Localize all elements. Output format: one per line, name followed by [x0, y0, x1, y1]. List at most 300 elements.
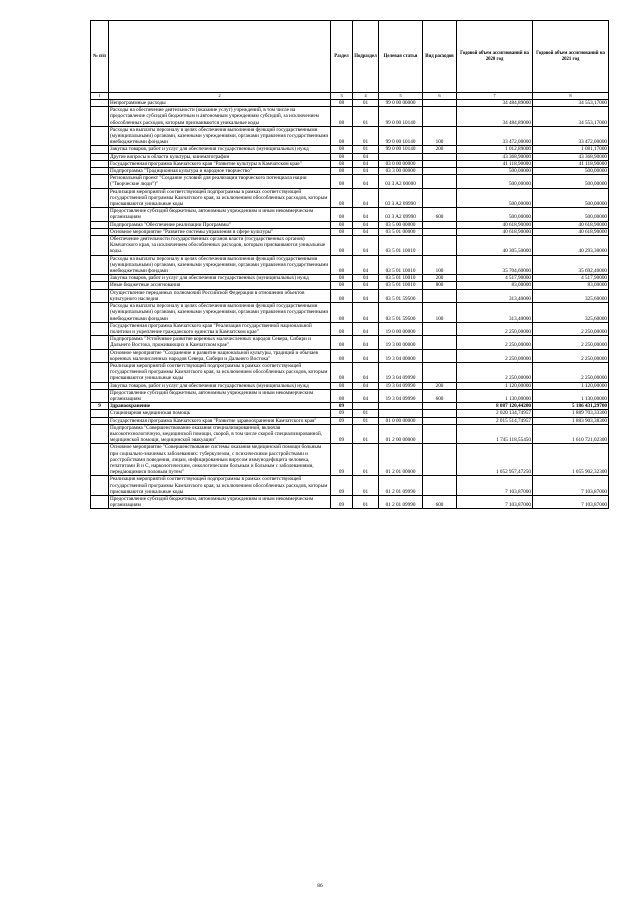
- table-row: [91, 208, 609, 221]
- row-amount-2020: 2 250,00000: [457, 322, 533, 335]
- row-amount-2020: 500,00000: [457, 208, 533, 221]
- row-tsel: 03 3 A2 09990: [379, 188, 423, 208]
- row-podrazdel: 04: [353, 336, 379, 349]
- table-row: [91, 175, 609, 188]
- row-amount-2021: 7 103,87000: [533, 495, 609, 508]
- row-amount-2020: 35 704,60000: [457, 255, 533, 275]
- row-name: Реализация мероприятий соответствующей подпрограммы в рамках соответствующей государственной программы Камчатского края, за исключением обособленных расходов, которым присваиваются уникальные коды: [109, 362, 331, 382]
- row-podrazdel: 04: [353, 349, 379, 362]
- row-amount-2020: 1 052 957,47250: [457, 444, 533, 476]
- row-amount-2021: 35 692,40000: [533, 255, 609, 275]
- row-tsel: [379, 410, 423, 417]
- row-number: [91, 228, 109, 235]
- row-vid: [423, 322, 457, 335]
- row-amount-2021: 5 186 431,29700: [533, 403, 609, 410]
- header-tsel: Целевая статья: [379, 21, 423, 93]
- row-razdel: 08: [331, 282, 353, 289]
- row-number: [91, 282, 109, 289]
- row-podrazdel: 04: [353, 275, 379, 282]
- row-tsel: [379, 403, 423, 410]
- row-amount-2021: 1 610 721,02300: [533, 424, 609, 444]
- row-name: Предоставление субсидий бюджетным, автономным учреждениям и иным некоммерческим организациям: [109, 208, 331, 221]
- row-amount-2021: 500,00000: [533, 208, 609, 221]
- row-vid: 200: [423, 382, 457, 389]
- table-row: [91, 362, 609, 382]
- row-number: [91, 208, 109, 221]
- row-tsel: 19 3 04 09990: [379, 389, 423, 402]
- row-number: 9: [91, 403, 109, 410]
- row-tsel: 03 5 01 00000: [379, 228, 423, 235]
- table-row: [91, 107, 609, 127]
- row-podrazdel: 01: [353, 146, 379, 153]
- row-vid: [423, 175, 457, 188]
- row-amount-2021: 1 130,00000: [533, 389, 609, 402]
- row-tsel: 19 3 04 00000: [379, 349, 423, 362]
- row-tsel: 03 5 01 59500: [379, 289, 423, 302]
- row-razdel: 08: [331, 153, 353, 160]
- row-number: [91, 382, 109, 389]
- row-name: Подпрограмма "Устойчивое развитие коренных малочисленных народов Севера, Сибири и Дальнего Востока, проживающих в Камчатском крае": [109, 336, 331, 349]
- table-row: [91, 410, 609, 417]
- row-vid: 800: [423, 282, 457, 289]
- row-tsel: 01 2 01 09990: [379, 495, 423, 508]
- row-amount-2020: 43 368,90000: [457, 153, 533, 160]
- row-name: Стационарная медицинская помощь: [109, 410, 331, 417]
- row-vid: [423, 188, 457, 208]
- table-row: [91, 236, 609, 256]
- row-number: [91, 322, 109, 335]
- row-razdel: 08: [331, 362, 353, 382]
- row-amount-2020: 40 618,90000: [457, 221, 533, 228]
- row-amount-2021: 4 517,90000: [533, 275, 609, 282]
- row-amount-2020: 500,00000: [457, 168, 533, 175]
- table-row: [91, 168, 609, 175]
- row-amount-2021: 34 553,17000: [533, 107, 609, 127]
- row-name: Основное мероприятие "Совершенствование системы оказания медицинской помощи больным при социально-значимых заболеваниях: туберкулезом, с психическими расстройствами и расстройствами поведения, лицам, инфицированным вирусом иммунодефицита человека, гепатитами В и С, наркологическим, онкологическим больным и больным с заболеваниями, передающимися половым путем": [109, 444, 331, 476]
- row-razdel: 08: [331, 107, 353, 127]
- row-number: [91, 236, 109, 256]
- row-amount-2020: 2 020 134,74957: [457, 410, 533, 417]
- column-number: 4: [353, 93, 379, 100]
- row-name: Основное мероприятие "Сохранение и развитие национальной культуры, традиций и обычаев коренных малочисленных народов Севера, Сибири и Дальнего Востока": [109, 349, 331, 362]
- row-amount-2020: 313,40000: [457, 303, 533, 323]
- row-podrazdel: 04: [353, 208, 379, 221]
- row-number: [91, 168, 109, 175]
- row-podrazdel: 01: [353, 476, 379, 496]
- row-number: [91, 275, 109, 282]
- header-podrazdel: Подраздел: [353, 21, 379, 93]
- row-name: Расходы на выплаты персоналу в целях обеспечения выполнения функций государственными (муниципальными) органами, казенными учреждениями, органами управления государственными внебюджетными фондами: [109, 255, 331, 275]
- table-row: [91, 100, 609, 107]
- row-tsel: 01 0 00 00000: [379, 417, 423, 424]
- row-tsel: 19 3 04 09990: [379, 362, 423, 382]
- row-tsel: 99 0 00 10140: [379, 126, 423, 146]
- row-name: Осуществление переданных полномочий Российской Федерации в отношении объектов культурного наследия: [109, 289, 331, 302]
- row-amount-2021: 325,60000: [533, 303, 609, 323]
- row-name: Реализация мероприятий соответствующей подпрограммы в рамках соответствующей государственной программы Камчатского края, за исключением обособленных расходов, которым присваиваются уникальные коды: [109, 476, 331, 496]
- header-2020: Годовой объем ассигнований на 2020 год: [457, 21, 533, 93]
- row-name: Иные бюджетные ассигнования: [109, 282, 331, 289]
- row-podrazdel: 04: [353, 382, 379, 389]
- row-razdel: 08: [331, 289, 353, 302]
- row-vid: [423, 168, 457, 175]
- table-row: [91, 382, 609, 389]
- row-razdel: 08: [331, 322, 353, 335]
- table-row: [91, 160, 609, 167]
- row-vid: [423, 424, 457, 444]
- row-amount-2021: 1 889 703,33300: [533, 410, 609, 417]
- table-row: [91, 476, 609, 496]
- row-tsel: 03 3 A2 00000: [379, 175, 423, 188]
- row-amount-2021: 500,00000: [533, 188, 609, 208]
- column-number: 5: [379, 93, 423, 100]
- row-number: [91, 100, 109, 107]
- row-name: Закупка товаров, работ и услуг для обеспечения государственных (муниципальных) нужд: [109, 275, 331, 282]
- row-vid: 100: [423, 303, 457, 323]
- row-razdel: 08: [331, 382, 353, 389]
- row-podrazdel: 04: [353, 188, 379, 208]
- row-amount-2021: 33 472,00000: [533, 126, 609, 146]
- row-razdel: 08: [331, 208, 353, 221]
- row-amount-2021: 2 250,00000: [533, 322, 609, 335]
- row-vid: [423, 410, 457, 417]
- row-amount-2020: 1 120,00000: [457, 382, 533, 389]
- row-razdel: 08: [331, 389, 353, 402]
- row-amount-2020: 41 118,90000: [457, 160, 533, 167]
- table-row: [91, 417, 609, 424]
- row-tsel: 03 5 01 59500: [379, 303, 423, 323]
- table-row: [91, 228, 609, 235]
- row-podrazdel: 04: [353, 289, 379, 302]
- row-tsel: 19 3 00 00000: [379, 336, 423, 349]
- row-name: Подпрограмма "Обеспечение реализации Программы": [109, 221, 331, 228]
- table-row: [91, 153, 609, 160]
- row-vid: [423, 228, 457, 235]
- row-number: [91, 424, 109, 444]
- row-podrazdel: 04: [353, 228, 379, 235]
- row-number: [91, 362, 109, 382]
- row-tsel: 99 0 00 10140: [379, 107, 423, 127]
- row-vid: [423, 336, 457, 349]
- budget-table: [90, 20, 609, 509]
- table-row: [91, 275, 609, 282]
- row-amount-2020: 500,00000: [457, 175, 533, 188]
- row-number: [91, 349, 109, 362]
- row-razdel: 08: [331, 175, 353, 188]
- row-amount-2021: 7 103,87000: [533, 476, 609, 496]
- row-vid: [423, 444, 457, 476]
- row-podrazdel: 01: [353, 444, 379, 476]
- table-row: [91, 349, 609, 362]
- row-number: [91, 221, 109, 228]
- table-row: [91, 282, 609, 289]
- row-vid: [423, 417, 457, 424]
- row-vid: [423, 153, 457, 160]
- row-tsel: 03 3 00 00000: [379, 168, 423, 175]
- table-row: [91, 221, 609, 228]
- row-name: Реализация мероприятий соответствующей подпрограммы в рамках соответствующей государственной программы Камчатского края, за исключением обособленных расходов, которым присваиваются уникальные коды: [109, 188, 331, 208]
- table-row: [91, 403, 609, 410]
- row-number: [91, 417, 109, 424]
- row-amount-2020: 2 015 514,74957: [457, 417, 533, 424]
- row-number: [91, 153, 109, 160]
- row-vid: [423, 236, 457, 256]
- row-name: Государственная программа Камчатского края "Развитие здравоохранения Камчатского края": [109, 417, 331, 424]
- row-number: [91, 126, 109, 146]
- row-name: Подпрограмма "Традиционная культура и народное творчество": [109, 168, 331, 175]
- header-vid: Вид расходов: [423, 21, 457, 93]
- row-tsel: 19 3 04 09990: [379, 382, 423, 389]
- row-number: [91, 303, 109, 323]
- row-podrazdel: [353, 403, 379, 410]
- row-vid: [423, 476, 457, 496]
- row-razdel: 08: [331, 221, 353, 228]
- row-razdel: 08: [331, 188, 353, 208]
- row-amount-2020: 83,00000: [457, 282, 533, 289]
- row-amount-2021: 325,60000: [533, 289, 609, 302]
- column-number: 8: [533, 93, 609, 100]
- table-row: [91, 255, 609, 275]
- row-vid: 100: [423, 126, 457, 146]
- row-razdel: 08: [331, 275, 353, 282]
- row-razdel: 08: [331, 336, 353, 349]
- row-tsel: [379, 153, 423, 160]
- row-name: Региональный проект "Создание условий для реализации творческого потенциала нации ("Творческие люди")": [109, 175, 331, 188]
- table-row: [91, 336, 609, 349]
- row-name: Непрограммные расходы: [109, 100, 331, 107]
- row-amount-2021: 83,00000: [533, 282, 609, 289]
- row-podrazdel: 04: [353, 236, 379, 256]
- row-podrazdel: 04: [353, 303, 379, 323]
- row-podrazdel: 04: [353, 175, 379, 188]
- row-podrazdel: 01: [353, 417, 379, 424]
- row-razdel: 08: [331, 349, 353, 362]
- column-number: 1: [91, 93, 109, 100]
- table-row: [91, 289, 609, 302]
- table-row: [91, 303, 609, 323]
- row-vid: 200: [423, 275, 457, 282]
- row-razdel: 08: [331, 303, 353, 323]
- row-podrazdel: 01: [353, 424, 379, 444]
- row-amount-2020: 34 484,89000: [457, 100, 533, 107]
- row-razdel: 08: [331, 126, 353, 146]
- row-razdel: 09: [331, 444, 353, 476]
- column-number: 3: [331, 93, 353, 100]
- page-number: 86: [317, 883, 323, 889]
- row-name: Закупка товаров, работ и услуг для обеспечения государственных (муниципальных) нужд: [109, 382, 331, 389]
- row-number: [91, 289, 109, 302]
- row-podrazdel: 04: [353, 389, 379, 402]
- row-tsel: 01 2 01 00000: [379, 444, 423, 476]
- column-number: 6: [423, 93, 457, 100]
- row-razdel: 09: [331, 403, 353, 410]
- row-amount-2020: 1 130,00000: [457, 389, 533, 402]
- row-name: Государственная программа Камчатского края "Реализация государственной национальной политики и укрепление гражданского единства в Камчатском крае": [109, 322, 331, 335]
- row-name: Расходы на обеспечение деятельности (оказание услуг) учреждений, в том числе на предоставление субсидий бюджетным и автономным учреждениям субсидий, за исключением обособленных расходов, которым присваиваются уникальные коды: [109, 107, 331, 127]
- row-amount-2020: 2 250,00000: [457, 349, 533, 362]
- row-amount-2021: 40 618,90000: [533, 228, 609, 235]
- row-tsel: 03 5 01 10010: [379, 275, 423, 282]
- row-number: [91, 255, 109, 275]
- row-podrazdel: 04: [353, 255, 379, 275]
- row-number: [91, 410, 109, 417]
- row-tsel: 03 5 01 10010: [379, 236, 423, 256]
- row-amount-2021: 1 120,00000: [533, 382, 609, 389]
- row-podrazdel: 01: [353, 126, 379, 146]
- row-name: Предоставление субсидий бюджетным, автономным учреждениям и иным некоммерческим организациям: [109, 389, 331, 402]
- row-razdel: 09: [331, 424, 353, 444]
- row-tsel: 03 5 01 10010: [379, 282, 423, 289]
- row-vid: [423, 221, 457, 228]
- column-number-row: [91, 93, 609, 100]
- row-vid: 600: [423, 389, 457, 402]
- table-row: [91, 389, 609, 402]
- row-tsel: 03 0 00 00000: [379, 160, 423, 167]
- column-number: 7: [457, 93, 533, 100]
- row-amount-2020: 313,40000: [457, 289, 533, 302]
- row-number: [91, 336, 109, 349]
- row-number: [91, 495, 109, 508]
- row-podrazdel: 04: [353, 168, 379, 175]
- document-page: [90, 20, 608, 509]
- row-podrazdel: 04: [353, 221, 379, 228]
- row-tsel: 01 2 01 09990: [379, 476, 423, 496]
- row-amount-2021: 1 081,17000: [533, 146, 609, 153]
- row-amount-2021: 1 883 903,38300: [533, 417, 609, 424]
- row-number: [91, 444, 109, 476]
- row-number: [91, 175, 109, 188]
- row-vid: [423, 107, 457, 127]
- row-razdel: 09: [331, 476, 353, 496]
- row-vid: [423, 362, 457, 382]
- row-number: [91, 107, 109, 127]
- row-name: Государственная программа Камчатского края "Развитие культуры в Камчатском крае": [109, 160, 331, 167]
- row-name: Здравоохранение: [109, 403, 331, 410]
- row-vid: [423, 160, 457, 167]
- table-row: [91, 188, 609, 208]
- row-amount-2021: 500,00000: [533, 175, 609, 188]
- row-amount-2020: 8 087 120,44200: [457, 403, 533, 410]
- row-amount-2020: 40 305,50000: [457, 236, 533, 256]
- row-amount-2021: 2 250,00000: [533, 362, 609, 382]
- row-vid: 600: [423, 208, 457, 221]
- table-header-row: [91, 21, 609, 93]
- table-body: [91, 93, 609, 509]
- row-razdel: 09: [331, 495, 353, 508]
- row-name: Закупка товаров, работ и услуг для обеспечения государственных (муниципальных) нужд: [109, 146, 331, 153]
- row-name: Расходы на выплаты персоналу в целях обеспечения выполнения функций государственными (муниципальными) органами, казенными учреждениями, органами управления государственными внебюджетными фондами: [109, 303, 331, 323]
- row-amount-2020: 1 745 118,55450: [457, 424, 533, 444]
- header-name: [109, 21, 331, 93]
- row-tsel: 01 2 00 00000: [379, 424, 423, 444]
- row-amount-2021: 1 055 902,32300: [533, 444, 609, 476]
- row-amount-2021: 500,00000: [533, 168, 609, 175]
- row-amount-2020: 33 472,00000: [457, 126, 533, 146]
- row-name: Предоставление субсидий бюджетным, автономным учреждениям и иным некоммерческим организациям: [109, 495, 331, 508]
- row-podrazdel: 04: [353, 282, 379, 289]
- row-number: [91, 476, 109, 496]
- header-2021: Годовой объем ассигнований на 2021 год: [533, 21, 609, 93]
- row-amount-2021: 41 118,90000: [533, 160, 609, 167]
- row-podrazdel: 01: [353, 495, 379, 508]
- row-podrazdel: 04: [353, 322, 379, 335]
- row-razdel: 08: [331, 146, 353, 153]
- row-name: Подпрограмма "Совершенствование оказания специализированной, включая высокотехнологичную, медицинской помощи, скорой, в том числе скорой специализированной, медицинской помощи, медицинской эвакуации": [109, 424, 331, 444]
- row-amount-2021: 40 293,30000: [533, 236, 609, 256]
- row-name: Обеспечение деятельности государственных органов власти (государственных органов) Камчатского края, за исключением обособленных расходов, которым присваиваются уникальные коды.: [109, 236, 331, 256]
- row-tsel: 19 0 00 00000: [379, 322, 423, 335]
- row-razdel: 08: [331, 228, 353, 235]
- header-razdel: Раздел: [331, 21, 353, 93]
- column-number: 2: [109, 93, 331, 100]
- row-amount-2020: 1 012,89000: [457, 146, 533, 153]
- row-tsel: 03 5 00 00000: [379, 221, 423, 228]
- row-podrazdel: 01: [353, 410, 379, 417]
- table-row: [91, 444, 609, 476]
- row-number: [91, 146, 109, 153]
- row-tsel: 03 3 A2 09990: [379, 208, 423, 221]
- row-vid: [423, 289, 457, 302]
- row-razdel: 08: [331, 100, 353, 107]
- row-amount-2021: 43 368,90000: [533, 153, 609, 160]
- row-amount-2020: 2 250,00000: [457, 336, 533, 349]
- row-podrazdel: 01: [353, 100, 379, 107]
- row-tsel: 99 0 00 00000: [379, 100, 423, 107]
- row-amount-2020: 2 250,00000: [457, 362, 533, 382]
- row-name: Основное мероприятие "Развитие системы управления в сфере культуры": [109, 228, 331, 235]
- table-row: [91, 146, 609, 153]
- row-vid: [423, 403, 457, 410]
- row-amount-2020: 40 618,90000: [457, 228, 533, 235]
- row-vid: 600: [423, 495, 457, 508]
- row-number: [91, 160, 109, 167]
- row-number: [91, 188, 109, 208]
- row-amount-2020: 500,00000: [457, 188, 533, 208]
- row-razdel: 08: [331, 168, 353, 175]
- table-row: [91, 126, 609, 146]
- row-tsel: 03 5 01 10010: [379, 255, 423, 275]
- row-amount-2021: 2 250,00000: [533, 349, 609, 362]
- row-amount-2021: 34 553,17000: [533, 100, 609, 107]
- table-row: [91, 424, 609, 444]
- row-podrazdel: 01: [353, 107, 379, 127]
- row-amount-2020: 34 484,89000: [457, 107, 533, 127]
- row-vid: [423, 349, 457, 362]
- row-vid: 200: [423, 146, 457, 153]
- row-amount-2020: 7 103,87000: [457, 495, 533, 508]
- row-amount-2020: 4 517,90000: [457, 275, 533, 282]
- table-row: [91, 495, 609, 508]
- row-razdel: 09: [331, 417, 353, 424]
- row-podrazdel: 04: [353, 153, 379, 160]
- row-number: [91, 389, 109, 402]
- row-tsel: 99 0 00 10140: [379, 146, 423, 153]
- row-vid: [423, 100, 457, 107]
- row-razdel: 09: [331, 410, 353, 417]
- row-razdel: 08: [331, 160, 353, 167]
- row-amount-2020: 7 103,87000: [457, 476, 533, 496]
- row-podrazdel: 04: [353, 362, 379, 382]
- row-podrazdel: 04: [353, 160, 379, 167]
- table-row: [91, 322, 609, 335]
- header-num: № п/п: [91, 21, 109, 93]
- row-name: Расходы на выплаты персоналу в целях обеспечения выполнения функций государственными (муниципальными) органами, казенными учреждениями, органами управления государственными внебюджетными фондами: [109, 126, 331, 146]
- row-name: Другие вопросы в области культуры, кинематографии: [109, 153, 331, 160]
- row-razdel: 08: [331, 236, 353, 256]
- row-amount-2021: 2 250,00000: [533, 336, 609, 349]
- row-amount-2021: 40 618,90000: [533, 221, 609, 228]
- row-razdel: 08: [331, 255, 353, 275]
